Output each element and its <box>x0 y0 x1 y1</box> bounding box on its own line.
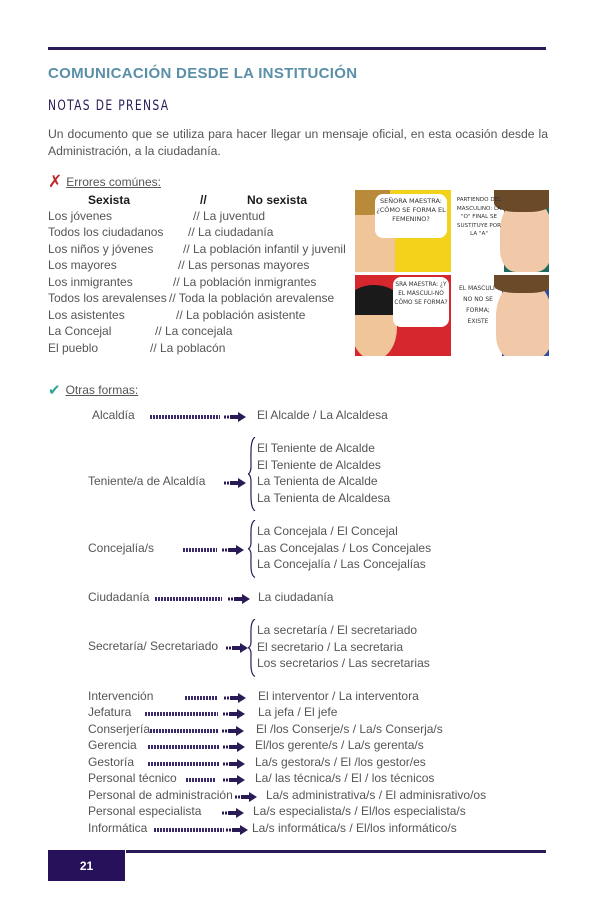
page-title: COMUNICACIÓN DESDE LA INSTITUCIÓN <box>48 65 358 82</box>
dotted-connector <box>154 828 224 832</box>
error-row-nonsexist: // La juventud <box>193 209 266 223</box>
form-value: La Concejalía / Las Concejalías <box>257 557 426 571</box>
arrow-right-icon <box>223 759 245 769</box>
comic-text-2: PARTIENDO DEL MASCULINO: LA "O" FINAL SE SUSTITUYE POR LA "A" <box>456 197 502 237</box>
arrow-right-icon <box>223 742 245 752</box>
form-label: Gerencia <box>88 738 137 752</box>
dotted-connector <box>185 696 217 700</box>
comic-text-1: SEÑORA MAESTRA: ¿CÓMO SE FORMA EL FEMENINO? <box>376 197 446 223</box>
error-row-sexist: Los inmigrantes <box>48 275 133 289</box>
error-row-sexist: Los mayores <box>48 258 117 272</box>
form-value: El /los Conserje/s / La/s Conserja/s <box>256 722 443 736</box>
error-row-sexist: Los asistentes <box>48 308 125 322</box>
arrow-right-icon <box>223 775 245 785</box>
form-label: Personal técnico <box>88 771 177 785</box>
form-value: La/s informática/s / El/los informático/s <box>252 821 457 835</box>
form-value: El Teniente de Alcaldes <box>257 457 381 472</box>
form-value: La ciudadanía <box>258 590 334 604</box>
comic-panel-3 <box>355 275 451 356</box>
error-row-sexist: La Concejal <box>48 324 112 338</box>
form-value: La/s especialista/s / El/los especialista/s <box>253 804 466 818</box>
error-row-sexist: Todos los ciudadanos <box>48 225 164 239</box>
arrow-right-icon <box>228 594 250 604</box>
error-row-nonsexist: // Las personas mayores <box>178 258 310 272</box>
section-title: NOTAS DE PRENSA <box>48 98 170 114</box>
form-value: La/ las técnica/s / El / los técnicos <box>255 771 435 785</box>
error-row-nonsexist: // La población infantil y juvenil <box>183 242 346 256</box>
dotted-connector <box>145 712 218 716</box>
form-value: La Tenienta de Alcalde <box>257 474 378 488</box>
form-label: Secretaría/ Secretariado <box>88 639 219 653</box>
error-row-nonsexist: // Toda la población arevalense <box>169 291 335 305</box>
form-label: Personal especialista <box>88 804 202 818</box>
form-value: La Tenienta de Alcaldesa <box>257 490 391 505</box>
dotted-connector <box>186 778 216 782</box>
bottom-rule <box>126 850 546 853</box>
page-number: 21 <box>48 850 125 881</box>
arrow-right-icon <box>235 792 257 802</box>
x-mark-icon: ✗ <box>48 172 63 191</box>
arrow-right-icon <box>222 545 244 555</box>
comic-text-3: SRA MAESTRA: ¿Y EL MASCULI-NO CÓMO SE FORMA? <box>394 282 448 306</box>
arrow-right-icon <box>226 643 248 653</box>
arrow-right-icon <box>222 726 244 736</box>
dotted-connector <box>155 597 222 601</box>
error-row-nonsexist: // La concejala <box>155 324 233 338</box>
error-row-sexist: Los niños y jóvenes <box>48 242 154 256</box>
arrow-right-icon <box>223 709 245 719</box>
form-label: Ciudadanía <box>88 590 150 604</box>
form-label: Conserjería <box>88 722 151 736</box>
intro-paragraph: Un documento que se utiliza para hacer llegar un mensaje oficial, en esta ocasión desde la Administración, a la ciudadanía. <box>48 127 548 158</box>
form-label: Personal de administración <box>88 788 233 802</box>
column-header-separator: // <box>200 193 207 207</box>
error-row-sexist: El pueblo <box>48 341 99 355</box>
error-row-nonsexist: // La poblacón <box>150 341 226 355</box>
error-row-nonsexist: // La ciudadanía <box>188 225 274 239</box>
error-row-nonsexist: // La población asistente <box>176 308 306 322</box>
error-row-nonsexist: // La población inmigrantes <box>173 275 317 289</box>
form-label: Alcaldía <box>92 408 135 422</box>
form-value: La secretaría / El secretariado <box>257 623 418 637</box>
form-label: Intervención <box>88 689 154 703</box>
form-value: La Concejala / El Concejal <box>257 524 398 538</box>
form-value: Los secretarios / Las secretarias <box>257 656 430 670</box>
form-label: Informática <box>88 821 148 835</box>
arrow-right-icon <box>224 693 246 703</box>
arrow-right-icon <box>224 412 246 422</box>
form-value: La/s administrativa/s / El adminisrativo/os <box>266 788 487 802</box>
curly-brace <box>248 619 256 677</box>
form-value: El Alcalde / La Alcaldesa <box>257 408 388 422</box>
error-row-sexist: Los jóvenes <box>48 209 113 223</box>
dotted-connector <box>148 762 219 766</box>
arrow-right-icon <box>226 825 248 835</box>
errors-heading <box>48 172 161 191</box>
other-forms-heading <box>48 381 138 399</box>
arrow-right-icon <box>224 478 246 488</box>
dotted-connector <box>148 745 219 749</box>
column-header-nonsexist: No sexista <box>247 193 308 207</box>
dotted-connector <box>183 548 217 552</box>
form-value: El Teniente de Alcalde <box>257 441 375 455</box>
form-value: El secretario / La secretaria <box>257 639 404 654</box>
comic-panel-4 <box>454 275 549 356</box>
curly-brace <box>248 437 256 511</box>
form-value: La/s gestora/s / El /los gestor/es <box>255 755 426 769</box>
error-row-sexist: Todos los arevalenses <box>48 291 167 305</box>
form-value: La jefa / El jefe <box>258 705 338 719</box>
comic-strip <box>355 190 549 356</box>
form-value: Las Concejalas / Los Concejales <box>257 540 432 555</box>
top-rule <box>48 47 546 50</box>
other-forms-heading-label: Otras formas: <box>65 383 139 397</box>
form-label: Jefatura <box>88 705 132 719</box>
arrow-right-icon <box>222 808 244 818</box>
form-value: El interventor / La interventora <box>258 689 419 703</box>
column-header-sexist: Sexista <box>88 193 131 207</box>
form-value: El/los gerente/s / La/s gerenta/s <box>255 738 424 752</box>
curly-brace <box>248 520 256 578</box>
comic-panel-1 <box>355 190 451 272</box>
form-label: Gestoría <box>88 755 135 769</box>
dotted-connector <box>150 729 218 733</box>
form-label: Teniente/a de Alcaldía <box>88 474 206 488</box>
errors-heading-label: Errores comúnes: <box>66 175 161 189</box>
dotted-connector <box>150 415 220 419</box>
comic-panel-2 <box>454 190 549 272</box>
comic-text-4: EL MASCULI-NO NO SE FORMA; EXISTE <box>459 285 497 325</box>
teacher-hair-illustration <box>494 275 549 293</box>
form-label: Concejalía/s <box>88 541 155 555</box>
check-icon: ✔ <box>48 382 61 399</box>
